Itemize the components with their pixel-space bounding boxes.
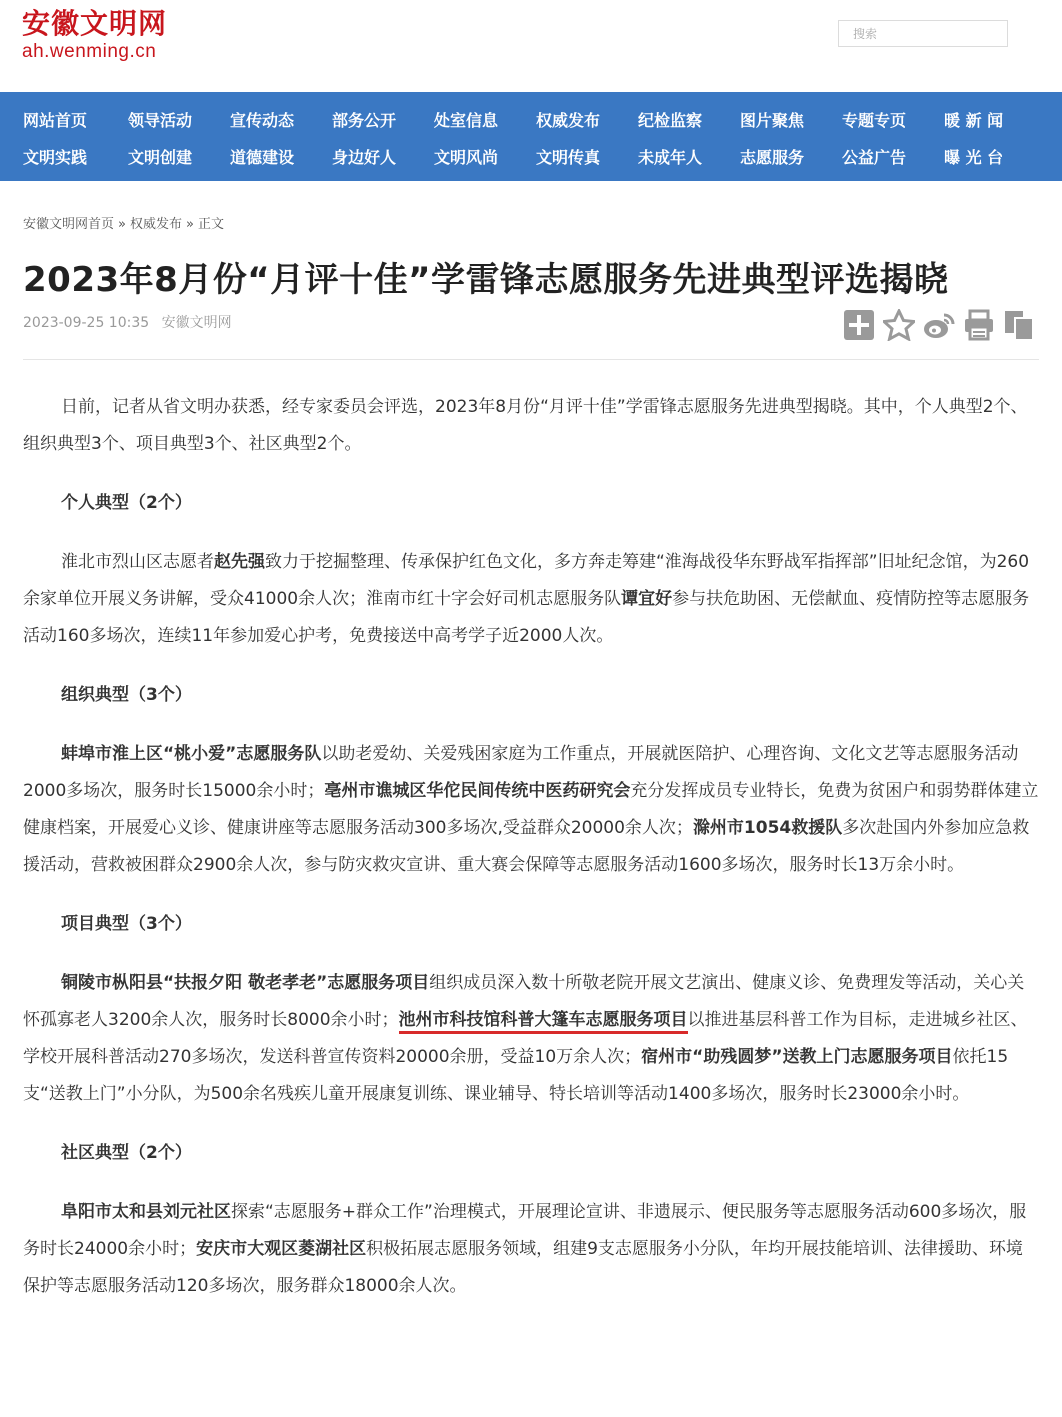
article-container (0, 215, 1062, 1305)
breadcrumb-home-link[interactable]: 安徽文明网首页 (23, 217, 115, 232)
section-heading-community: 社区典型（2个） (61, 1143, 192, 1163)
nav-item-discipline[interactable]: 纪检监察 (638, 111, 703, 130)
nav-item-photos[interactable]: 图片聚焦 (740, 111, 805, 130)
logo-chinese-text: 安徽文明网 (22, 7, 168, 40)
weibo-icon[interactable] (921, 307, 957, 343)
site-logo[interactable] (22, 7, 168, 62)
section-heading-organization: 组织典型（3个） (61, 685, 192, 705)
paragraph-individual (23, 544, 1039, 655)
text-span: 淮北市烈山区志愿者 (61, 552, 214, 572)
breadcrumb-separator: » (186, 217, 194, 232)
name-highlight: 安庆市大观区菱湖社区 (196, 1239, 367, 1259)
text-span: 充分发挥成员专业特长，免费为贫困户和弱势群体建立健康档案，开展爱心义诊、健康讲座等志愿服务活动300多场次,受益群众20000余人次； (23, 781, 1039, 838)
article-body (23, 389, 1039, 1305)
main-nav (0, 92, 1062, 181)
text-span: 以助老爱幼、关爱残困家庭为工作重点，开展就医陪护、心理咨询、文化文艺等志愿服务活动2000多场次，服务时长15000余小时； (23, 744, 1019, 801)
nav-item-public-ads[interactable]: 公益广告 (842, 148, 907, 167)
nav-item-warm-news[interactable]: 暖 新 闻 (944, 111, 1004, 130)
nav-item-civilization-practice[interactable]: 文明实践 (23, 148, 88, 167)
underlined-project-name: 池州市科技馆科普大篷车志愿服务项目 (399, 1010, 688, 1034)
article-intro: 日前，记者从省文明办获悉，经专家委员会评选，2023年8月份“月评十佳”学雷锋志愿服务先进典型揭晓。其中，个人典型2个、组织典型3个、项目典型3个、社区典型2个。 (23, 397, 1028, 454)
name-highlight: 阜阳市太和县刘元社区 (61, 1202, 231, 1222)
site-header (0, 0, 1062, 92)
nav-item-office-info[interactable]: 处室信息 (434, 111, 499, 130)
section-heading-individual: 个人典型（2个） (61, 493, 192, 513)
text-span: 以推进基层科普工作为目标，走进城乡社区、学校开展科普活动270多场次，发送科普宣传资料20000余册，受益10万余人次； (23, 1010, 1028, 1067)
nav-item-civil-fashion[interactable]: 文明风尚 (434, 148, 499, 167)
name-highlight: 蚌埠市淮上区“桃小爱”志愿服务队 (61, 744, 322, 764)
paragraph-organization (23, 736, 1039, 884)
text-span: 多次赴国内外参加应急救援活动，营救被困群众2900余人次，参与防灾救灾宣讲、重大赛会保障等志愿服务活动1600多场次，服务时长13万余小时。 (23, 818, 1030, 875)
nav-row-2 (0, 138, 1062, 175)
paragraph-community (23, 1194, 1039, 1305)
nav-item-official-release[interactable]: 权威发布 (536, 111, 601, 130)
article-meta (23, 303, 1039, 360)
nav-item-affairs[interactable]: 部务公开 (332, 111, 397, 130)
share-toolbar (841, 307, 1037, 343)
text-span: 参与扶危助困、无偿献血、疫情防控等志愿服务活动160多场次，连续11年参加爱心护考，免费接送中高考学子近2000人次。 (23, 589, 1030, 646)
text-span: 致力于挖掘整理、传承保护红色文化，多方奔走筹建“淮海战役华东野战军指挥部”旧址纪念馆，为260余家单位开展义务讲解，受众41000余人次；淮南市红十字会好司机志愿服务队 (23, 552, 1030, 609)
breadcrumb-section-link[interactable]: 权威发布 (129, 217, 182, 232)
breadcrumb-current: 正文 (197, 217, 224, 232)
logo-domain-text: ah.wenming.cn (22, 41, 157, 62)
name-highlight: 亳州市谯城区华佗民间传统中医药研究会 (324, 781, 631, 801)
name-highlight: 滁州市1054救援队 (692, 818, 843, 838)
nav-item-topics[interactable]: 专题专页 (842, 111, 907, 130)
section-heading-project: 项目典型（3个） (61, 914, 192, 934)
name-highlight: 宿州市“助残圆梦”送教上门志愿服务项目 (641, 1047, 953, 1067)
nav-item-civil-news[interactable]: 文明传真 (536, 148, 601, 167)
text-span: 探索“志愿服务+群众工作”治理模式，开展理论宣讲、非遗展示、便民服务等志愿服务活动600多场次，服务时长24000余小时； (23, 1202, 1027, 1259)
breadcrumb (23, 215, 1039, 235)
text-span: 组织成员深入数十所敬老院开展文艺演出、健康义诊、免费理发等活动，关心关怀孤寡老人3200余人次，服务时长8000余小时； (23, 973, 1025, 1030)
plus-icon[interactable] (841, 307, 877, 343)
search-input[interactable] (838, 20, 1008, 47)
name-highlight: 谭宜好 (621, 589, 673, 609)
text-span: 依托15支“送教上门”小分队，为500余名残疾儿童开展康复训练、课业辅导、特长培训等活动1400多场次，服务时长23000余小时。 (23, 1047, 1009, 1104)
nav-item-home[interactable]: 网站首页 (23, 111, 88, 130)
nav-item-good-people[interactable]: 身边好人 (332, 148, 397, 167)
nav-item-publicity[interactable]: 宣传动态 (230, 111, 295, 130)
star-icon[interactable] (881, 307, 917, 343)
article-title: 2023年8月份“月评十佳”学雷锋志愿服务先进典型评选揭晓 (23, 260, 949, 300)
nav-item-morality[interactable]: 道德建设 (230, 148, 295, 167)
nav-item-volunteer[interactable]: 志愿服务 (740, 148, 805, 167)
article-date: 2023-09-25 10:35 (23, 315, 150, 331)
article-source: 安徽文明网 (161, 315, 232, 331)
copy-icon[interactable] (1001, 307, 1037, 343)
print-icon[interactable] (961, 307, 997, 343)
paragraph-project (23, 965, 1039, 1113)
text-span: 积极拓展志愿服务领域，组建9支志愿服务小分队，年均开展技能培训、法律援助、环境保护等志愿服务活动120多场次，服务群众18000余人次。 (23, 1239, 1023, 1296)
nav-item-leader-activities[interactable]: 领导活动 (128, 111, 193, 130)
nav-row-1 (0, 101, 1062, 138)
nav-item-exposure[interactable]: 曝 光 台 (944, 148, 1004, 167)
nav-item-minors[interactable]: 未成年人 (638, 148, 703, 167)
name-highlight: 铜陵市枞阳县“扶报夕阳 敬老孝老”志愿服务项目 (61, 973, 430, 993)
nav-item-civilization-building[interactable]: 文明创建 (128, 148, 193, 167)
name-highlight: 赵先强 (214, 552, 265, 572)
breadcrumb-separator: » (118, 217, 126, 232)
